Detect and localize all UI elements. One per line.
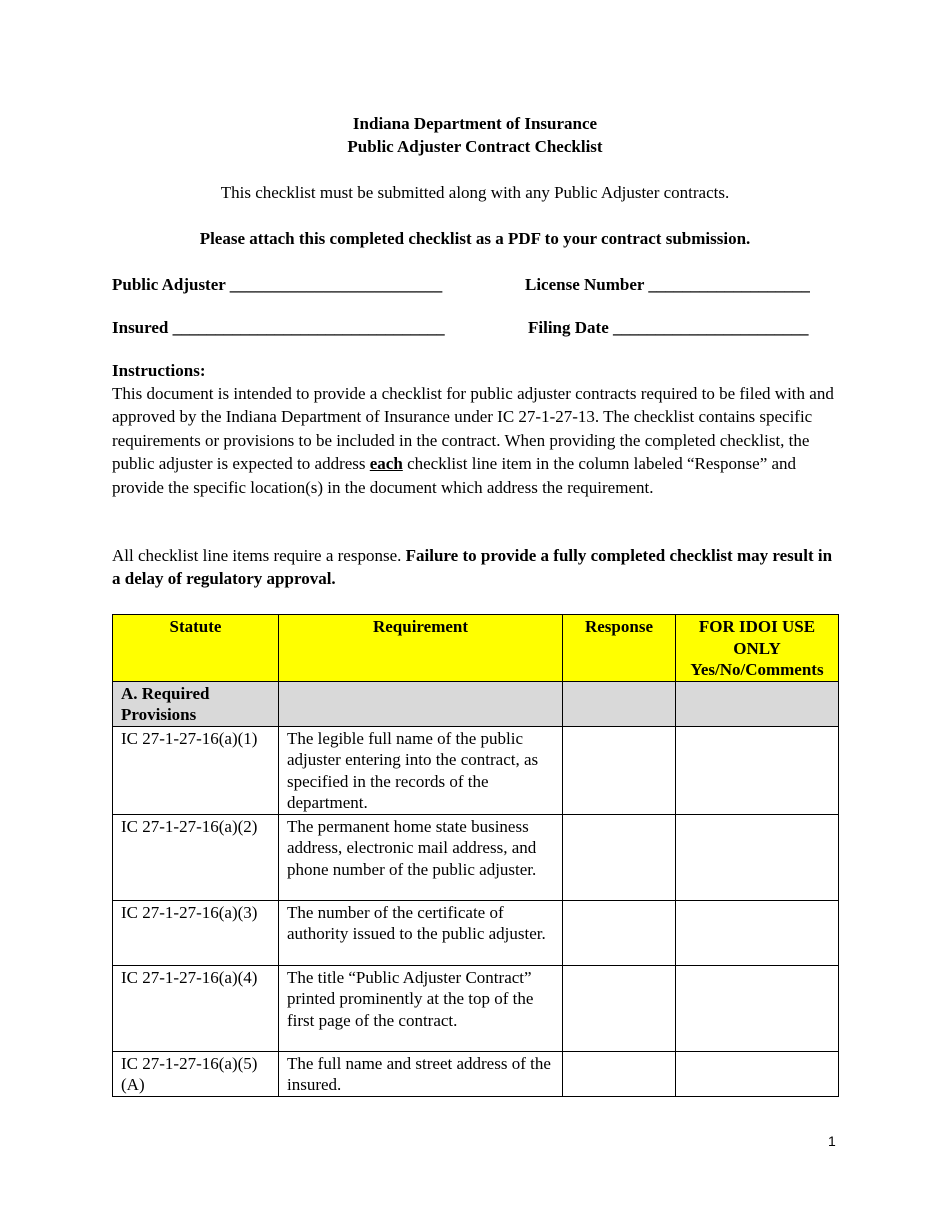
- table-row: [113, 814, 839, 900]
- statute-cell: IC 27-1-27-16(a)(2): [113, 814, 279, 900]
- section-empty-cell: [676, 681, 839, 726]
- submission-note: This checklist must be submitted along with any Public Adjuster contracts.: [220, 183, 730, 202]
- response-cell[interactable]: [563, 965, 676, 1051]
- section-row: [113, 681, 839, 726]
- table-row: [113, 1051, 839, 1096]
- requirement-cell: The permanent home state business address, electronic mail address, and phone number of the public adjuster.: [279, 814, 563, 900]
- instructions-text-2: checklist line item in the column labeled “Response” and provide the specific location(s) in the document which address the requirement.: [112, 454, 797, 497]
- idoi-comments-cell[interactable]: [676, 900, 839, 965]
- requirement-cell: The number of the certificate of authority issued to the public adjuster.: [279, 900, 563, 965]
- statute-cell: IC 27-1-27-16(a)(4): [113, 965, 279, 1051]
- response-cell[interactable]: [563, 900, 676, 965]
- idoi-comments-cell[interactable]: [676, 814, 839, 900]
- idoi-comments-cell[interactable]: [676, 726, 839, 814]
- instructions-heading: Instructions:: [112, 361, 206, 380]
- table-header-row: [113, 615, 839, 682]
- note-plain-text: All checklist line items require a response.: [112, 546, 406, 565]
- column-header-statute: Statute: [113, 615, 279, 682]
- instructions-body: [112, 382, 838, 499]
- insured-field[interactable]: Insured ________________________________: [112, 318, 445, 337]
- table-row: [113, 726, 839, 814]
- checklist-table: [112, 614, 839, 1097]
- section-empty-cell: [279, 681, 563, 726]
- table-row: [113, 900, 839, 965]
- license-number-field[interactable]: License Number ___________________: [525, 275, 810, 294]
- statute-cell: IC 27-1-27-16(a)(5)(A): [113, 1051, 279, 1096]
- page-number: 1: [828, 1133, 836, 1149]
- section-empty-cell: [563, 681, 676, 726]
- requirement-cell: The title “Public Adjuster Contract” printed prominently at the top of the first page of the contract.: [279, 965, 563, 1051]
- document-subtitle: Public Adjuster Contract Checklist: [347, 137, 603, 156]
- instructions-emphasis: each: [369, 454, 403, 474]
- document-title: Indiana Department of Insurance: [352, 114, 598, 133]
- requirement-cell: The legible full name of the public adjuster entering into the contract, as specified in the records of the department.: [279, 726, 563, 814]
- public-adjuster-field[interactable]: Public Adjuster _________________________: [112, 275, 443, 294]
- filing-date-field[interactable]: Filing Date _______________________: [528, 318, 809, 337]
- instructions-text-1: This document is intended to provide a checklist for public adjuster contracts required to be filed with and approved by the Indiana Department of Insurance under IC 27-1-27-13. The checklist contains specific requirements or provisions to be included in the contract. When providing the completed checklist, the public adjuster is expected to address: [112, 384, 834, 474]
- statute-cell: IC 27-1-27-16(a)(3): [113, 900, 279, 965]
- attach-instruction: Please attach this completed checklist as a PDF to your contract submission.: [199, 229, 751, 248]
- idoi-comments-cell[interactable]: [676, 965, 839, 1051]
- statute-cell: IC 27-1-27-16(a)(1): [113, 726, 279, 814]
- response-cell[interactable]: [563, 726, 676, 814]
- column-header-idoi-use: FOR IDOI USE ONLY Yes/No/Comments: [676, 615, 839, 682]
- response-requirement-note: [112, 544, 838, 590]
- idoi-comments-cell[interactable]: [676, 1051, 839, 1096]
- note-warning-text: Failure to provide a fully completed checklist may result in a delay of regulatory approval.: [112, 546, 833, 588]
- response-cell[interactable]: [563, 814, 676, 900]
- section-label: A. Required Provisions: [113, 681, 279, 726]
- response-cell[interactable]: [563, 1051, 676, 1096]
- requirement-cell: The full name and street address of the insured.: [279, 1051, 563, 1096]
- column-header-requirement: Requirement: [279, 615, 563, 682]
- table-row: [113, 965, 839, 1051]
- column-header-response: Response: [563, 615, 676, 682]
